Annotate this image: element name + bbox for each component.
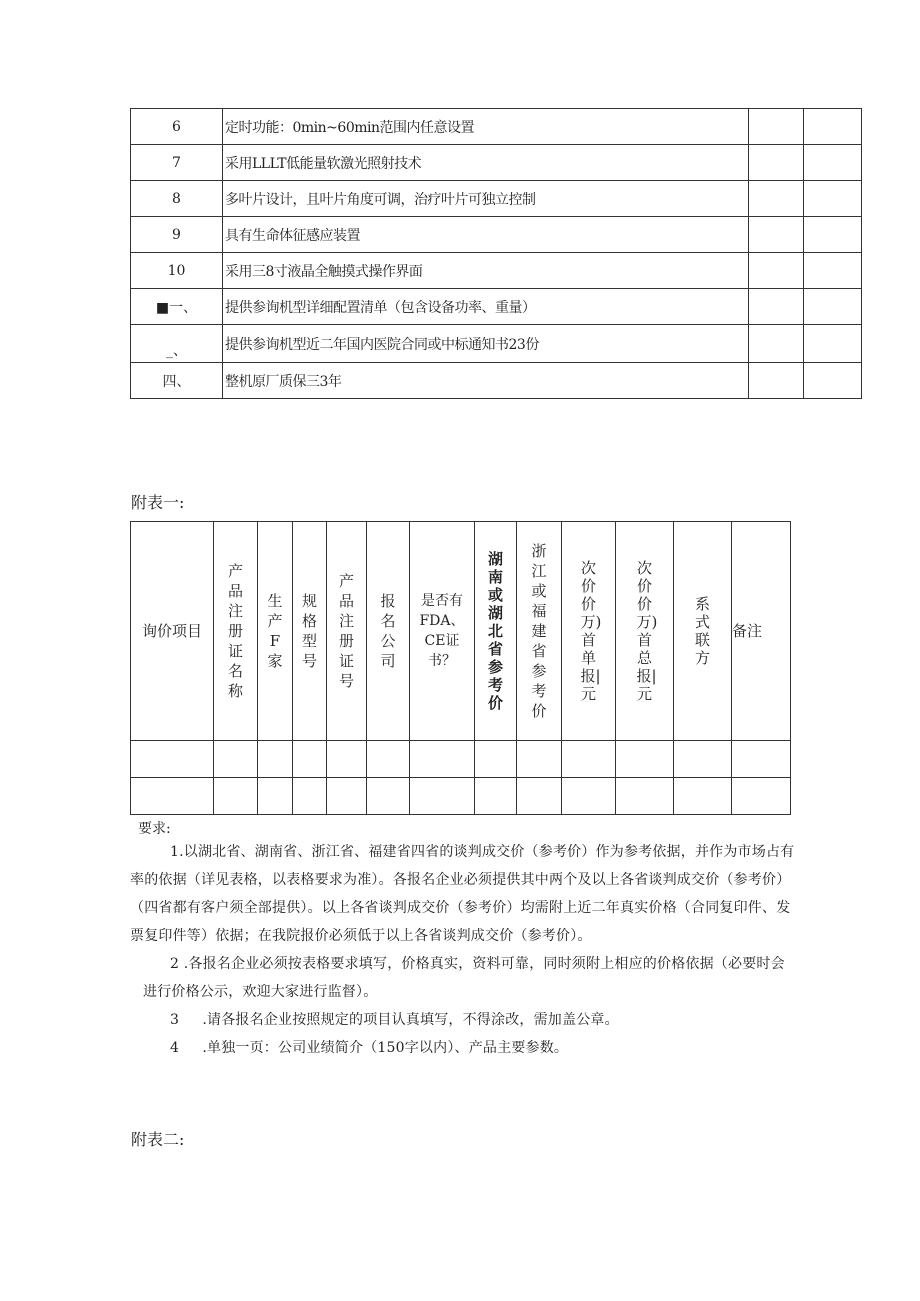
cell[interactable] (562, 741, 616, 778)
table-row (131, 778, 791, 815)
row-number: _、 (131, 325, 223, 363)
header-spec-model: 规格型号 (293, 522, 327, 741)
quotation-table (130, 521, 791, 815)
cell[interactable] (131, 778, 214, 815)
remark-cell[interactable] (804, 217, 862, 253)
row-number: 9 (131, 217, 223, 253)
table-row (131, 741, 791, 778)
cell[interactable] (517, 778, 562, 815)
requirement-2-line-2: 进行价格公示，欢迎大家进行监督）。 (143, 984, 378, 1000)
cell[interactable] (410, 741, 475, 778)
cell[interactable] (475, 741, 517, 778)
row-description: 多叶片设计，且叶片角度可调，治疗叶片可独立控制 (223, 181, 749, 217)
appendix2-title: 附表二: (131, 1130, 185, 1149)
header-total-price: 次价价万)首总报|元 (616, 522, 674, 741)
cell[interactable] (674, 741, 732, 778)
row-description: 定时功能：0min~60min范围内任意设置 (223, 109, 749, 145)
remark-cell[interactable] (804, 325, 862, 363)
row-description: 提供参询机型近二年国内医院合同或中标通知书23份 (223, 325, 749, 363)
row-description: 具有生命体征感应装置 (223, 217, 749, 253)
cell[interactable] (616, 778, 674, 815)
header-manufacturer: 生产F家 (258, 522, 293, 741)
remark-cell[interactable] (804, 181, 862, 217)
remark-cell[interactable] (804, 145, 862, 181)
table-row (131, 109, 862, 145)
header-remarks: 备注 (732, 522, 791, 741)
requirements-text (130, 838, 870, 1062)
table-row (131, 145, 862, 181)
requirement-4: 4 .单独一页：公司业绩简介（150字以内）、产品主要参数。 (170, 1040, 569, 1056)
requirement-1-line-1: 1.以湖北省、湖南省、浙江省、福建省四省的谈判成交价（参考价）作为参考依据，并作为市场占有 (170, 844, 795, 860)
header-applicant-company: 报名公司 (367, 522, 410, 741)
header-fda-ce: 是否有FDA、CE证书？ (410, 522, 475, 741)
cell[interactable] (732, 741, 791, 778)
spec-table (130, 108, 862, 399)
table-row (131, 289, 862, 325)
remark-cell[interactable] (804, 109, 862, 145)
remark-cell[interactable] (804, 363, 862, 399)
row-description: 整机原厂质保三3年 (223, 363, 749, 399)
response-cell[interactable] (749, 217, 804, 253)
requirement-1-line-3: （四省都有客户须全部提供）。以上各省谈判成交价（参考价）均需附上近二年真实价格（合同复印件、发 (130, 900, 791, 916)
row-description: 采用三8寸液晶全触摸式操作界面 (223, 253, 749, 289)
header-zhejiang-fujian-price: 浙江或福建省参考价 (517, 522, 562, 741)
cell[interactable] (410, 778, 475, 815)
cell[interactable] (562, 778, 616, 815)
cell[interactable] (214, 778, 258, 815)
header-unit-price: 次价价万)首单报|元 (562, 522, 616, 741)
cell[interactable] (517, 741, 562, 778)
cell[interactable] (367, 778, 410, 815)
cell[interactable] (214, 741, 258, 778)
header-contact: 系式联方 (674, 522, 732, 741)
remark-cell[interactable] (804, 253, 862, 289)
row-number: ■一、 (131, 289, 223, 325)
cell[interactable] (327, 778, 367, 815)
response-cell[interactable] (749, 363, 804, 399)
cell[interactable] (258, 778, 293, 815)
requirement-1-line-4: 票复印件等）依据；在我院报价必须低于以上各省谈判成交价（参考价）。 (130, 928, 592, 944)
cell[interactable] (616, 741, 674, 778)
row-number: 6 (131, 109, 223, 145)
table-row (131, 217, 862, 253)
response-cell[interactable] (749, 325, 804, 363)
remark-cell[interactable] (804, 289, 862, 325)
table-row (131, 325, 862, 363)
cell[interactable] (475, 778, 517, 815)
cell[interactable] (293, 741, 327, 778)
response-cell[interactable] (749, 181, 804, 217)
cell[interactable] (293, 778, 327, 815)
requirement-3: 3 .请各报名企业按照规定的项目认真填写，不得涂改，需加盖公章。 (170, 1012, 619, 1028)
requirement-1-line-2: 率的依据（详见表格，以表格要求为准）。各报名企业必须提供其中两个及以上各省谈判成交价（参考价） (130, 872, 791, 888)
header-hunan-hubei-price: 湖南或湖北省参考价 (475, 522, 517, 741)
requirement-2-line-1: 2 .各报名企业必须按表格要求填写，价格真实，资料可靠，同时须附上相应的价格依据（必要时会 (170, 956, 785, 972)
cell[interactable] (258, 741, 293, 778)
row-description: 采用LLLT低能量软激光照射技术 (223, 145, 749, 181)
header-row (131, 522, 791, 741)
row-number: 10 (131, 253, 223, 289)
row-number: 8 (131, 181, 223, 217)
appendix1-title: 附表一: (131, 493, 185, 512)
table-row (131, 253, 862, 289)
table-row (131, 181, 862, 217)
header-inquiry-item: 询价项目 (131, 522, 214, 741)
response-cell[interactable] (749, 289, 804, 325)
cell[interactable] (367, 741, 410, 778)
row-number: 7 (131, 145, 223, 181)
cell[interactable] (131, 741, 214, 778)
header-registration-number: 产品注册证号 (327, 522, 367, 741)
cell[interactable] (327, 741, 367, 778)
cell[interactable] (732, 778, 791, 815)
response-cell[interactable] (749, 145, 804, 181)
requirements-title: 要求: (138, 821, 171, 837)
cell[interactable] (674, 778, 732, 815)
header-registration-name: 产品注册证名称 (214, 522, 258, 741)
table-row (131, 363, 862, 399)
response-cell[interactable] (749, 109, 804, 145)
row-description: 提供参询机型详细配置清单（包含设备功率、重量） (223, 289, 749, 325)
row-number: 四、 (131, 363, 223, 399)
response-cell[interactable] (749, 253, 804, 289)
